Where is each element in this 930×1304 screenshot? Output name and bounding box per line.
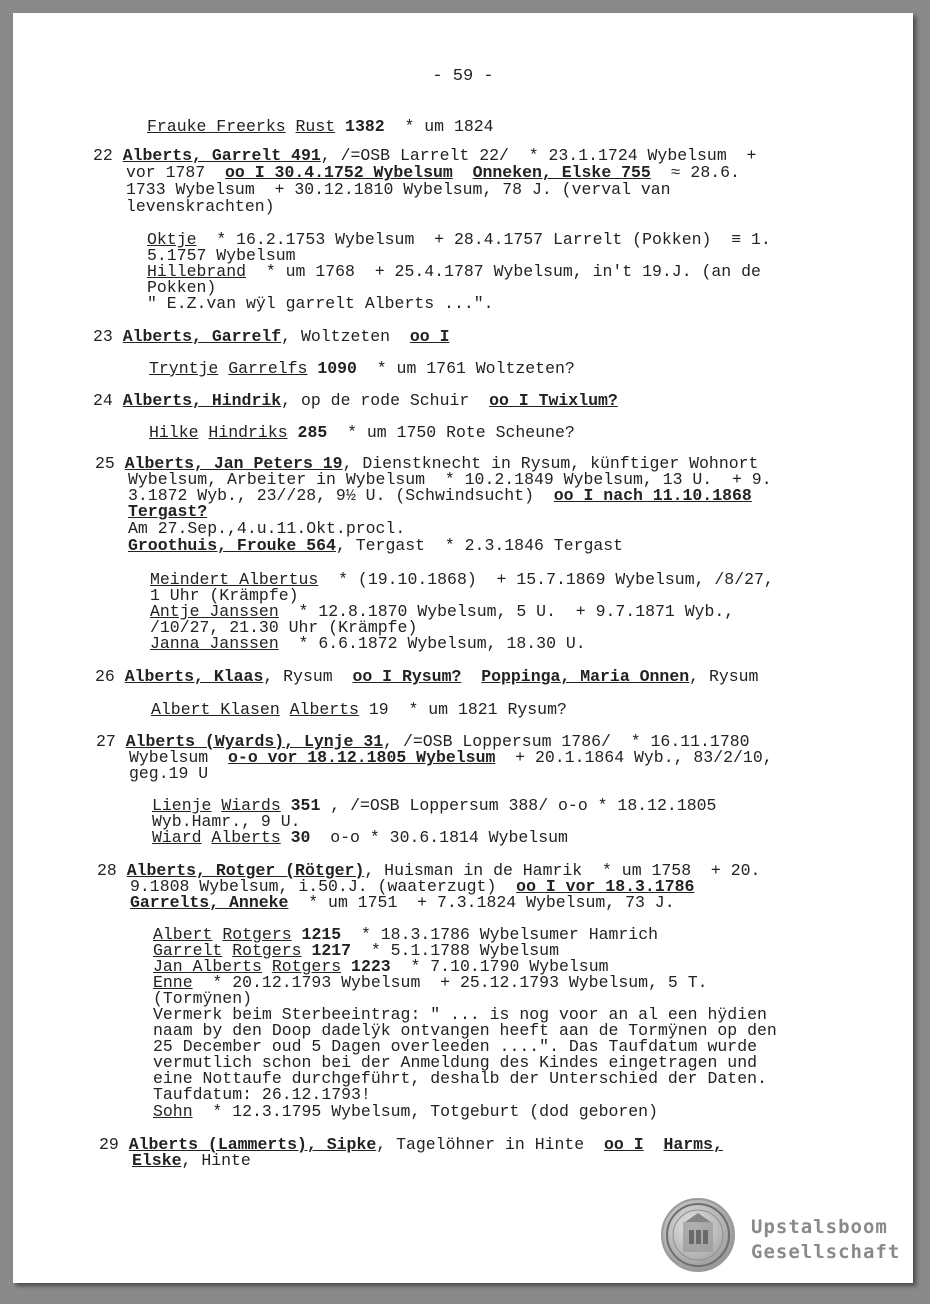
text-segment: 9.1808 Wybelsum, i.50.J. (waaterzugt) <box>130 877 517 896</box>
text-segment: 1382 <box>345 117 385 136</box>
text-segment: Taufdatum: 26.12.1793! <box>153 1085 371 1104</box>
text-segment: Alberts, Garrelt 491 <box>122 146 321 165</box>
text-segment: * 6.6.1872 Wybelsum, 18.30 U. <box>278 634 586 653</box>
line-29 <box>129 750 773 766</box>
text-segment: oo I nach 11.10.1868 <box>553 486 752 505</box>
text-segment <box>286 117 296 136</box>
text-segment: Hillebrand <box>147 262 247 281</box>
line-36 <box>130 895 675 911</box>
line-10 <box>147 296 494 312</box>
text-segment: Alberts, Hindrik <box>122 391 282 410</box>
text-segment: Vermerk beim Sterbeeintrag: " ... is nog voor an al een hÿdien <box>153 1005 767 1024</box>
text-segment: 1090 <box>317 359 357 378</box>
text-segment: * um 1824 <box>384 117 494 136</box>
text-segment: 28 <box>97 861 127 880</box>
text-segment: oo I Twixlum? <box>489 391 618 410</box>
text-segment: + 20.1.1864 Wyb., 83/2/10, <box>495 748 773 767</box>
text-segment: , Rysum <box>689 667 759 686</box>
text-segment: Frauke Freerks <box>147 117 286 136</box>
text-segment: Alberts (Wyards), Lynje 31 <box>125 732 384 751</box>
watermark-line2: Gesellschaft <box>751 1241 901 1263</box>
text-segment: , Hinte <box>181 1151 251 1170</box>
text-segment: Janna Janssen <box>150 634 279 653</box>
line-19 <box>128 521 405 537</box>
watermark-line1: Upstalsboom <box>751 1216 888 1238</box>
text-segment: 26 <box>95 667 125 686</box>
text-segment: 1223 <box>351 957 391 976</box>
text-segment: Garrelts, Anneke <box>130 893 289 912</box>
line-26 <box>95 669 758 685</box>
text-segment: Wiard <box>152 828 202 847</box>
text-segment <box>280 700 290 719</box>
line-33 <box>152 830 568 846</box>
text-segment: o-o * 30.6.1814 Wybelsum <box>310 828 568 847</box>
text-segment: Wybelsum <box>129 748 229 767</box>
text-segment: oo I 30.4.1752 Wybelsum <box>225 163 453 182</box>
text-segment: vermutlich schon bei der Anmeldung des Kindes eingetragen und <box>153 1053 757 1072</box>
line-27 <box>151 702 567 718</box>
text-segment: Meindert Albertus <box>150 570 319 589</box>
text-segment: * 18.3.1786 Wybelsumer Hamrich <box>341 925 659 944</box>
line-14 <box>149 425 575 441</box>
text-segment: 24 <box>93 391 123 410</box>
text-segment: Rust <box>295 117 336 136</box>
text-segment: 27 <box>96 732 126 751</box>
line-13 <box>93 393 618 409</box>
text-segment <box>644 1135 664 1154</box>
line-11 <box>93 329 450 345</box>
text-segment: , Rysum <box>263 667 353 686</box>
line-02 <box>93 148 756 164</box>
text-segment: 25 <box>95 454 125 473</box>
text-segment: Wybelsum, Arbeiter in Wybelsum * 10.2.1849 Wybelsum, 13 U. + 9. <box>128 470 772 489</box>
text-segment: naam by den Doop dadelÿk ontvangen heeft aan de Tormÿnen op den <box>153 1021 777 1040</box>
text-segment: 25 December oud 5 Dagen overleeden ....". Das Taufdatum wurde <box>153 1037 757 1056</box>
text-segment: , Tagelöhner in Hinte <box>376 1135 605 1154</box>
text-segment: * 20.12.1793 Wybelsum + 25.12.1793 Wybelsum, 5 T. <box>192 973 708 992</box>
text-segment: Wiards <box>221 796 281 815</box>
text-segment: Garrelt <box>153 941 223 960</box>
text-segment: Enne <box>153 973 193 992</box>
text-segment: oo I <box>604 1135 644 1154</box>
text-segment: Wyb.Hamr., 9 U. <box>152 812 301 831</box>
text-segment: Sohn <box>153 1102 193 1121</box>
line-01 <box>147 119 494 135</box>
text-segment: 1217 <box>311 941 352 960</box>
text-segment: , Huisman in de Hamrik * um 1758 + 20. <box>364 861 761 880</box>
text-segment: Rotgers <box>271 957 342 976</box>
text-segment: oo I <box>409 327 450 346</box>
text-segment: * um 1761 Woltzeten? <box>356 359 575 378</box>
page-number: - 59 - <box>432 67 494 86</box>
text-segment: oo I Rysum? <box>352 667 462 686</box>
text-segment: Jan Alberts <box>153 957 262 976</box>
text-segment: geg.19 U <box>129 764 209 783</box>
text-segment <box>202 828 212 847</box>
text-segment: Antje Janssen <box>150 602 279 621</box>
text-segment: Elske <box>132 1151 182 1170</box>
text-segment: , Woltzeten <box>281 327 410 346</box>
line-03 <box>126 165 740 181</box>
text-segment <box>461 667 481 686</box>
text-segment: 285 <box>297 423 328 442</box>
text-segment: Alberts <box>289 700 359 719</box>
text-segment <box>218 359 228 378</box>
text-segment: Alberts (Lammerts), Sipke <box>128 1135 377 1154</box>
text-segment: , /=OSB Loppersum 388/ o-o * 18.12.1805 <box>320 796 717 815</box>
text-segment: * um 1750 Rote Scheune? <box>327 423 575 442</box>
text-segment: Alberts, Jan Peters 19 <box>124 454 343 473</box>
text-segment: Oktje <box>147 230 197 249</box>
text-segment: Rotgers <box>232 941 302 960</box>
text-segment: * um 1768 + 25.4.1787 Wybelsum, in't 19.J. (an de <box>246 262 761 281</box>
text-segment: Tergast? <box>128 502 208 521</box>
text-segment: * 16.2.1753 Wybelsum + 28.4.1757 Larrelt (Pokken) ≡ 1. <box>196 230 771 249</box>
line-08 <box>147 264 761 280</box>
text-segment: 23 <box>93 327 123 346</box>
text-segment: Alberts, Klaas <box>124 667 264 686</box>
text-segment: Groothuis, Frouke 564 <box>128 536 336 555</box>
text-segment: * um 1751 + 7.3.1824 Wybelsum, 73 J. <box>288 893 675 912</box>
text-segment <box>281 828 291 847</box>
text-segment: Alberts <box>211 828 281 847</box>
line-20 <box>128 538 623 554</box>
text-segment: eine Nottaufe durchgeführt, deshalb der Unterschied der Daten. <box>153 1069 767 1088</box>
text-segment: levenskrachten) <box>126 197 275 216</box>
text-segment <box>335 117 345 136</box>
text-segment: oo I vor 18.3.1786 <box>516 877 695 896</box>
text-segment: Pokken) <box>147 278 217 297</box>
text-segment: , Tergast * 2.3.1846 Tergast <box>335 536 624 555</box>
text-segment: * 12.3.1795 Wybelsum, Totgeburt (dod geboren) <box>192 1102 658 1121</box>
text-segment: o-o vor 18.12.1805 Wybelsum <box>228 748 496 767</box>
text-segment: Alberts, Garrelf <box>122 327 282 346</box>
text-segment: Albert <box>153 925 213 944</box>
line-17 <box>128 488 752 504</box>
text-segment: , /=OSB Larrelt 22/ * 23.1.1724 Wybelsum + <box>320 146 757 165</box>
text-segment: Alberts, Rotger (Rötger) <box>126 861 365 880</box>
text-segment: Hilke <box>149 423 199 442</box>
text-segment: 29 <box>99 1135 129 1154</box>
text-segment: 19 * um 1821 Rysum? <box>358 700 567 719</box>
text-segment: vor 1787 <box>126 163 226 182</box>
line-04 <box>126 182 671 198</box>
text-segment: 30 <box>290 828 311 847</box>
line-47 <box>153 1087 371 1103</box>
text-segment: 5.1757 Wybelsum <box>147 246 296 265</box>
text-segment: 22 <box>93 146 123 165</box>
line-05 <box>126 199 275 215</box>
text-segment: * 7.10.1790 Wybelsum <box>390 957 609 976</box>
text-segment: , /=OSB Loppersum 1786/ * 16.11.1780 <box>383 732 750 751</box>
society-seal-logo <box>661 1198 735 1272</box>
text-segment: Onneken, Elske 755 <box>472 163 651 182</box>
line-18 <box>128 504 207 520</box>
text-segment: /10/27, 21.30 Uhr (Krämpfe) <box>150 618 418 637</box>
text-segment: * 12.8.1870 Wybelsum, 5 U. + 9.7.1871 Wyb., <box>278 602 735 621</box>
text-segment: 351 <box>290 796 321 815</box>
text-segment: 1 Uhr (Krämpfe) <box>150 586 299 605</box>
text-segment: Albert Klasen <box>151 700 280 719</box>
text-segment <box>288 423 298 442</box>
line-48 <box>153 1104 658 1120</box>
text-segment: Poppinga, Maria Onnen <box>481 667 690 686</box>
text-segment: (Tormÿnen) <box>153 989 253 1008</box>
text-segment: * 5.1.1788 Wybelsum <box>351 941 559 960</box>
text-segment: , op de rode Schuir <box>281 391 490 410</box>
text-segment: ≈ 28.6. <box>650 163 740 182</box>
text-segment: " E.Z.van wÿl garrelt Alberts ...". <box>147 294 494 313</box>
text-segment: Rotgers <box>222 925 292 944</box>
line-12 <box>149 361 575 377</box>
line-30 <box>129 766 208 782</box>
text-segment: 1733 Wybelsum + 30.12.1810 Wybelsum, 78 J. (verval van <box>126 180 671 199</box>
text-segment: , Dienstknecht in Rysum, künftiger Wohnort <box>342 454 759 473</box>
text-segment: 3.1872 Wyb., 23//28, 9½ U. (Schwindsucht) <box>128 486 554 505</box>
document-page <box>13 13 913 1283</box>
text-segment: Garrelfs <box>228 359 308 378</box>
text-segment: Lienje <box>152 796 212 815</box>
text-segment: Hindriks <box>208 423 288 442</box>
text-segment: * (19.10.1868) + 15.7.1869 Wybelsum, /8/27, <box>318 570 774 589</box>
line-50 <box>132 1153 251 1169</box>
text-segment: 1215 <box>301 925 342 944</box>
text-segment: Tryntje <box>149 359 219 378</box>
text-segment: Am 27.Sep.,4.u.11.Okt.procl. <box>128 519 406 538</box>
text-segment: Harms, <box>663 1135 723 1154</box>
line-25 <box>150 636 586 652</box>
text-segment <box>307 359 317 378</box>
text-segment <box>199 423 209 442</box>
